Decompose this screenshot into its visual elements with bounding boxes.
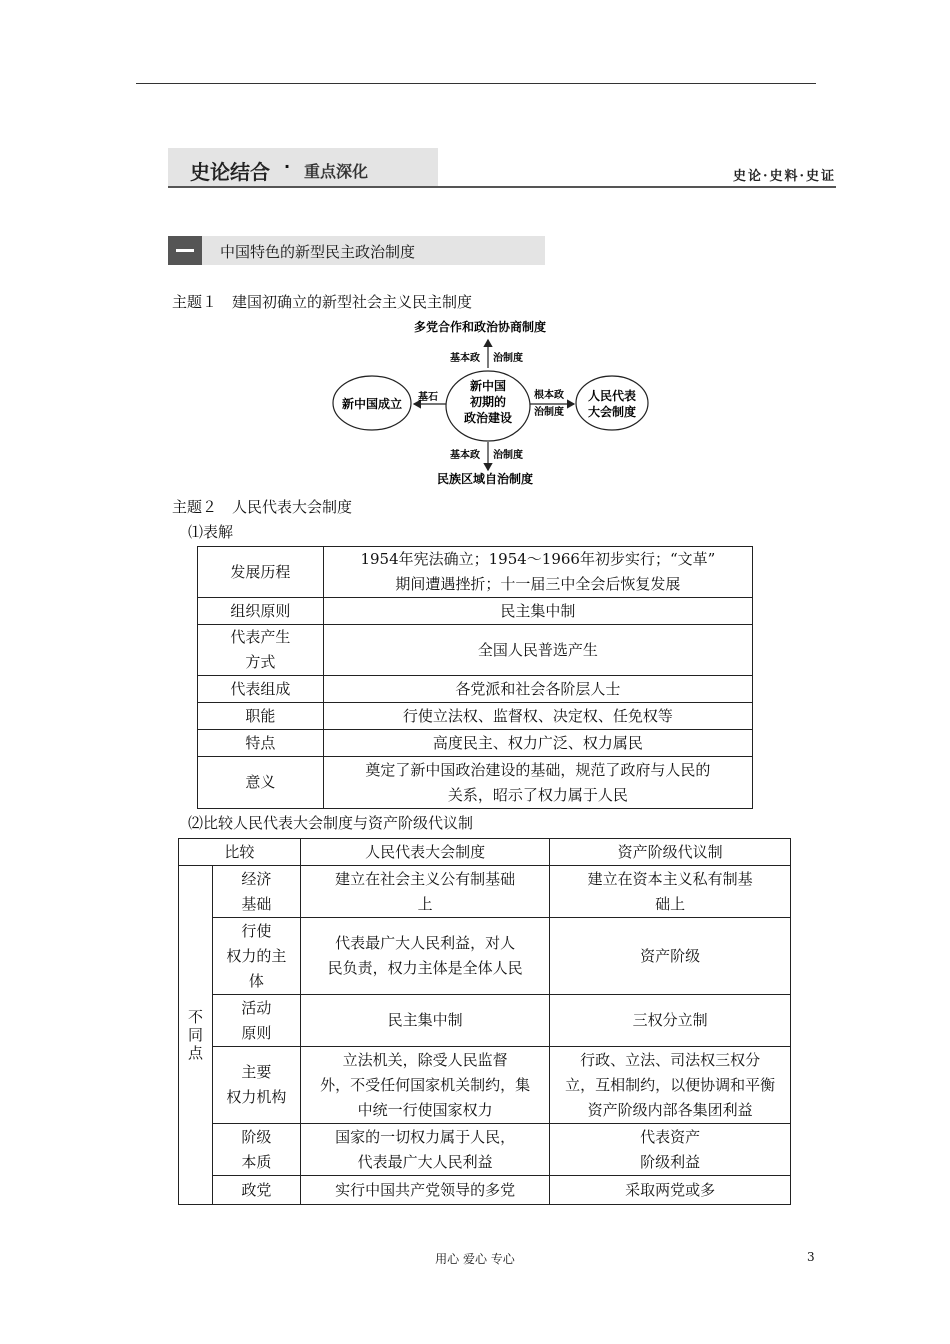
people-congress-cell <box>300 1047 550 1124</box>
people-congress-cell-line: 国家的一切权力属于人民， <box>335 1127 516 1146</box>
row-label-line: 发展历程 <box>230 562 291 581</box>
row-value <box>323 676 752 703</box>
diagram-top-arrow-left-label: 基本政 <box>450 353 480 364</box>
diagram-right-node <box>576 376 648 430</box>
bourgeois-cell <box>550 1176 791 1205</box>
people-congress-cell-line: 建立在社会主义公有制基础 <box>335 869 516 888</box>
people-congress-cell <box>300 1124 550 1176</box>
banner-right-label: 史论·史料·史证 <box>732 169 836 184</box>
diagram-center-line2: 初期的 <box>469 395 507 409</box>
row-value <box>323 625 752 676</box>
bourgeois-cell-line: 础上 <box>655 894 686 913</box>
topic1-title: 主题１ 建国初确立的新型社会主义民主制度 <box>172 293 473 311</box>
political-system-diagram <box>330 316 660 492</box>
diagram-top-arrow-right-label: 治制度 <box>493 353 523 364</box>
row-value-line: 各党派和社会各阶层人士 <box>455 679 621 698</box>
row-value-line: 全国人民普选产生 <box>477 640 598 659</box>
row-value <box>323 703 752 730</box>
group-label-line: 点 <box>187 1044 203 1062</box>
header-rule <box>136 83 816 84</box>
row-label-line: 意义 <box>245 773 276 791</box>
bourgeois-cell-line: 行政、立法、司法权三权分 <box>580 1050 761 1069</box>
row-label-line: 代表产生 <box>230 628 291 646</box>
table-row <box>179 866 791 918</box>
row-value <box>323 598 752 625</box>
people-congress-cell <box>300 866 550 918</box>
table-row <box>179 1047 791 1124</box>
diagram-bottom-node: 民族区域自治制度 <box>437 472 534 486</box>
diagram-right-line2: 大会制度 <box>587 405 637 419</box>
row-label <box>212 1124 300 1176</box>
row-value-line: 期间遭遇挫折；十一届三中全会后恢复发展 <box>395 575 681 593</box>
row-label-line: 主要 <box>241 1063 272 1081</box>
diagram-right-arrow-top-label: 根本政 <box>534 390 564 401</box>
table-row <box>198 676 753 703</box>
row-label-line: 权力机构 <box>226 1088 287 1106</box>
bourgeois-cell-line: 资产阶级内部各集团利益 <box>587 1100 753 1119</box>
table-row <box>179 995 791 1047</box>
row-label <box>198 547 324 598</box>
row-label-line: 组织原则 <box>230 601 291 620</box>
column-header: 比较 <box>179 839 301 866</box>
row-label-line: 原则 <box>241 1023 272 1042</box>
row-label <box>198 757 324 809</box>
bourgeois-cell <box>550 995 791 1047</box>
diagram-right-arrow-bottom-label: 治制度 <box>534 407 564 418</box>
row-label <box>198 676 324 703</box>
section-number-icon <box>168 236 202 265</box>
table-row <box>198 730 753 757</box>
group-label <box>179 866 213 1205</box>
table-row <box>179 918 791 995</box>
row-value-line: 奠定了新中国政治建设的基础，规范了政府与人民的 <box>365 760 711 779</box>
diagram-right-line1: 人民代表 <box>587 389 637 403</box>
footer-slogan: 用心 爱心 专心 <box>435 1252 515 1266</box>
section-title: 中国特色的新型民主政治制度 <box>220 243 416 261</box>
row-value-line: 关系，昭示了权力属于人民 <box>447 785 628 804</box>
banner-underline <box>168 186 836 188</box>
people-congress-cell-line: 民负责，权力主体是全体人民 <box>327 959 523 977</box>
row-label <box>198 625 324 676</box>
bourgeois-cell <box>550 866 791 918</box>
banner-dot: · <box>284 157 291 176</box>
group-label-line: 同 <box>187 1026 203 1044</box>
diagram-bottom-arrow-right-label: 治制度 <box>493 450 523 461</box>
row-label-line: 基础 <box>241 894 272 913</box>
people-congress-cell-line: 代表最广大人民利益，对人 <box>335 934 516 952</box>
part1-title: ⑴表解 <box>188 523 234 541</box>
row-label-line: 权力的主 <box>226 946 287 965</box>
table-row <box>198 703 753 730</box>
page-number: 3 <box>807 1250 815 1264</box>
row-label <box>198 598 324 625</box>
row-label-line: 行使 <box>241 921 272 940</box>
row-label <box>212 866 300 918</box>
row-label <box>198 703 324 730</box>
row-label-line: 特点 <box>245 733 276 752</box>
row-value-line: 高度民主、权力广泛、权力属民 <box>432 733 643 752</box>
row-value <box>323 757 752 809</box>
people-congress-cell-line: 上 <box>417 894 433 913</box>
row-label-line: 政党 <box>241 1180 272 1199</box>
diagram-left-label: 新中国成立 <box>341 397 403 411</box>
people-congress-cell <box>300 1176 550 1205</box>
row-label-line: 活动 <box>241 998 272 1017</box>
people-congress-cell-line: 立法机关，除受人民监督 <box>342 1050 508 1069</box>
row-label-line: 方式 <box>245 653 276 671</box>
column-banner <box>168 148 836 188</box>
people-congress-cell-line: 外，不受任何国家机关制约，集 <box>320 1075 531 1094</box>
diagram-center-line1: 新中国 <box>469 379 507 393</box>
bourgeois-cell-line: 资产阶级 <box>640 946 701 965</box>
row-label-line: 职能 <box>245 706 276 725</box>
table-row <box>198 598 753 625</box>
row-value <box>323 547 752 598</box>
topic2-title: 主题２ 人民代表大会制度 <box>172 498 353 516</box>
people-congress-cell <box>300 995 550 1047</box>
bourgeois-cell-line: 阶级利益 <box>640 1152 701 1171</box>
table-row <box>198 625 753 676</box>
bourgeois-cell <box>550 918 791 995</box>
people-congress-cell-line: 中统一行使国家权力 <box>357 1100 493 1119</box>
table-header-row <box>179 839 791 866</box>
row-label-line: 阶级 <box>241 1127 272 1146</box>
column-header: 资产阶级代议制 <box>550 839 791 866</box>
table-comparison <box>178 838 791 1205</box>
row-label-line: 体 <box>248 971 264 990</box>
row-value-line: 1954年宪法确立；1954～1966年初步实行；“文革” <box>360 550 716 568</box>
bourgeois-cell-line: 代表资产 <box>640 1127 701 1146</box>
bourgeois-cell <box>550 1124 791 1176</box>
row-value-line: 行使立法权、监督权、决定权、任免权等 <box>402 706 673 725</box>
table-row <box>198 757 753 809</box>
banner-title: 史论结合 <box>190 160 270 184</box>
people-congress-cell-line: 实行中国共产党领导的多党 <box>335 1180 516 1199</box>
row-label <box>212 1047 300 1124</box>
row-label <box>212 918 300 995</box>
table-row <box>198 547 753 598</box>
table-row <box>179 1176 791 1205</box>
row-label-line: 代表组成 <box>230 679 291 698</box>
people-congress-cell <box>300 918 550 995</box>
people-congress-cell-line: 民主集中制 <box>387 1011 463 1029</box>
group-label-line: 不 <box>187 1008 203 1026</box>
bourgeois-cell-line: 立，互相制约，以便协调和平衡 <box>565 1075 776 1094</box>
bourgeois-cell <box>550 1047 791 1124</box>
row-label <box>198 730 324 757</box>
row-label <box>212 995 300 1047</box>
bourgeois-cell-line: 三权分立制 <box>632 1011 708 1029</box>
diagram-left-arrow-label: 基石 <box>418 392 438 403</box>
bourgeois-cell-line: 建立在资本主义私有制基 <box>587 869 753 888</box>
row-label-line: 经济 <box>241 869 272 888</box>
bourgeois-cell-line: 采取两党或多 <box>625 1180 716 1199</box>
row-label <box>212 1176 300 1205</box>
table-people-congress <box>197 546 753 809</box>
part2-title: ⑵比较人民代表大会制度与资产阶级代议制 <box>188 814 474 832</box>
row-label-line: 本质 <box>241 1152 272 1171</box>
section-heading <box>168 236 545 265</box>
row-value <box>323 730 752 757</box>
diagram-bottom-arrow-left-label: 基本政 <box>450 450 480 461</box>
row-value-line: 民主集中制 <box>500 601 576 620</box>
diagram-top-node: 多党合作和政治协商制度 <box>414 320 547 334</box>
diagram-center-line3: 政治建设 <box>463 411 513 425</box>
column-header: 人民代表大会制度 <box>300 839 550 866</box>
people-congress-cell-line: 代表最广大人民利益 <box>357 1152 493 1171</box>
table-row <box>179 1124 791 1176</box>
banner-subtitle: 重点深化 <box>304 162 369 181</box>
